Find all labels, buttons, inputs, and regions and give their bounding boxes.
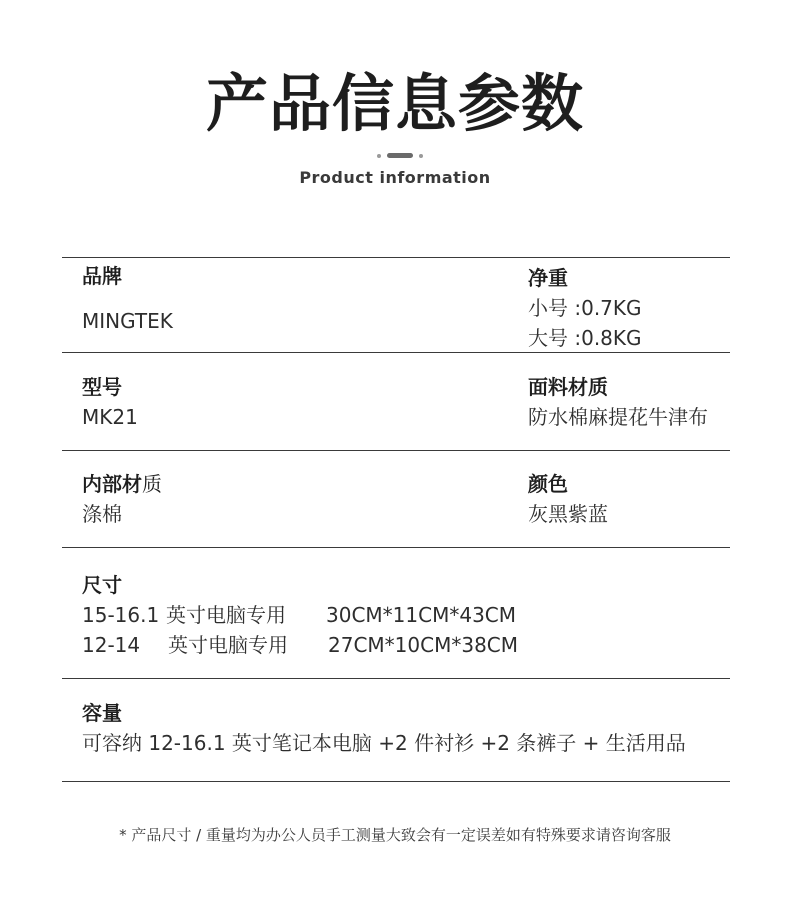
net-weight-small: 小号 :0.7KG	[528, 296, 642, 320]
table-rule	[62, 450, 730, 451]
table-rule	[62, 678, 730, 679]
size-use-1: 英寸电脑专用	[166, 603, 286, 627]
color-label: 颜色	[528, 472, 568, 496]
size-use-2: 英寸电脑专用	[168, 633, 288, 657]
ornament-bar	[387, 153, 413, 158]
model-label: 型号	[82, 375, 122, 399]
capacity-value: 可容纳 12-16.1 英寸笔记本电脑 +2 件衬衫 +2 条裤子 + 生活用品	[82, 731, 686, 755]
inner-material-label	[82, 471, 162, 497]
ornament-dot-left	[377, 154, 381, 158]
size-range-1: 15-16.1	[82, 603, 160, 627]
net-weight-large: 大号 :0.8KG	[528, 326, 642, 350]
fabric-label: 面料材质	[528, 375, 608, 399]
page-subtitle: Product information	[299, 168, 491, 187]
page-title: 产品信息参数	[205, 67, 584, 140]
size-dims-1: 30CM*11CM*43CM	[326, 603, 517, 627]
color-value: 灰黑紫蓝	[528, 502, 608, 526]
ornament-dot-right	[419, 154, 423, 158]
size-range-2: 12-14	[82, 633, 141, 657]
net-weight-label: 净重	[528, 266, 568, 290]
table-rule	[62, 781, 730, 782]
inner-material-value: 涤棉	[82, 502, 122, 526]
inner-material-label-bold: 内部材	[82, 472, 142, 496]
inner-material-label-normal: 质	[142, 472, 162, 496]
table-rule	[62, 257, 730, 258]
model-value: MK21	[82, 405, 138, 429]
size-label: 尺寸	[82, 573, 122, 597]
footnote: * 产品尺寸 / 重量均为办公人员手工测量大致会有一定误差如有特殊要求请咨询客服	[119, 826, 671, 844]
title-divider-ornament	[375, 150, 425, 162]
brand-value: MINGTEK	[82, 309, 173, 333]
brand-label: 品牌	[82, 264, 122, 288]
table-rule	[62, 547, 730, 548]
table-rule	[62, 352, 730, 353]
fabric-value: 防水棉麻提花牛津布	[528, 405, 708, 429]
capacity-label: 容量	[82, 701, 122, 725]
size-dims-2: 27CM*10CM*38CM	[328, 633, 519, 657]
